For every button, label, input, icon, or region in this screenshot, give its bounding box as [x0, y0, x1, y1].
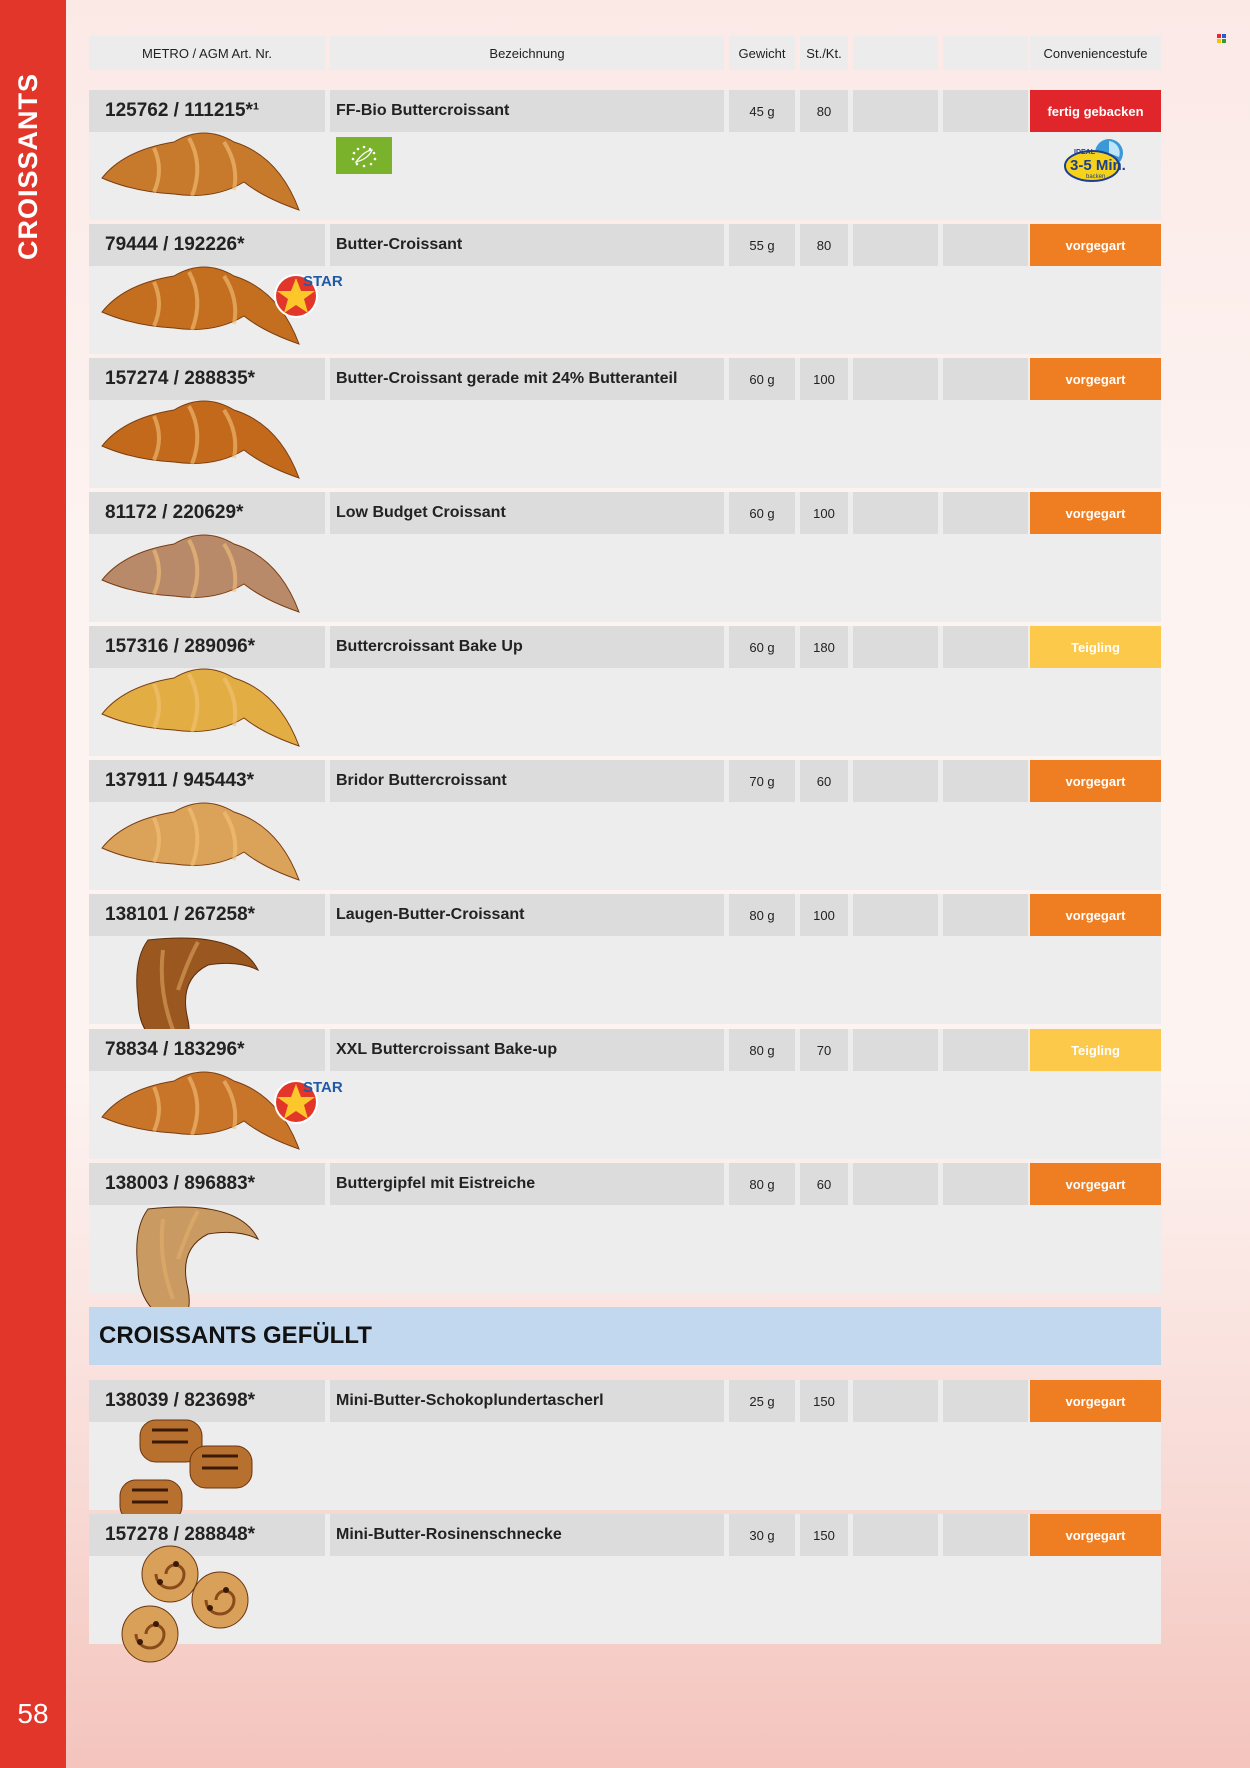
article-number: 138003 / 896883* [89, 1163, 325, 1205]
empty-cell [853, 894, 938, 936]
article-number: 157316 / 289096* [89, 626, 325, 668]
empty-cell [853, 358, 938, 400]
croissant-image [94, 388, 304, 493]
ideal-time: 3-5 Min. [1070, 157, 1126, 174]
product-weight: 80 g [729, 1029, 795, 1071]
article-number: 137911 / 945443* [89, 760, 325, 802]
product-name: Butter-Croissant [330, 224, 724, 266]
empty-cell [853, 626, 938, 668]
empty-cell [943, 1380, 1028, 1422]
ideal-label: IDEAL [1074, 149, 1095, 156]
convenience-badge: vorgegart [1030, 760, 1161, 802]
croissant-image [94, 120, 304, 225]
convenience-badge: vorgegart [1030, 1380, 1161, 1422]
product-name: Laugen-Butter-Croissant [330, 894, 724, 936]
star-label: STAR [303, 273, 343, 290]
pack-quantity: 100 [800, 492, 848, 534]
empty-cell [853, 224, 938, 266]
article-number: 157274 / 288835* [89, 358, 325, 400]
section-header-filled [89, 1307, 1161, 1365]
croissant-image [94, 522, 304, 627]
pack-quantity: 150 [800, 1380, 848, 1422]
article-number: 125762 / 111215*¹ [89, 90, 325, 132]
header-weight: Gewicht [729, 36, 795, 70]
empty-cell [853, 1163, 938, 1205]
article-number: 81172 / 220629* [89, 492, 325, 534]
product-name: Low Budget Croissant [330, 492, 724, 534]
empty-cell [853, 90, 938, 132]
product-name: Bridor Buttercroissant [330, 760, 724, 802]
product-weight: 80 g [729, 1163, 795, 1205]
header-name: Bezeichnung [330, 36, 724, 70]
croissant-image [94, 790, 304, 895]
ideal-sub: backen [1086, 174, 1106, 180]
header-empty-2 [943, 36, 1028, 70]
eu-organic-leaf-icon [336, 137, 392, 174]
pack-quantity: 100 [800, 894, 848, 936]
pack-quantity: 180 [800, 626, 848, 668]
convenience-badge: vorgegart [1030, 358, 1161, 400]
convenience-badge: Teigling [1030, 1029, 1161, 1071]
empty-cell [943, 224, 1028, 266]
product-name: XXL Buttercroissant Bake-up [330, 1029, 724, 1071]
product-name: FF-Bio Buttercroissant [330, 90, 724, 132]
product-weight: 70 g [729, 760, 795, 802]
article-number: 138039 / 823698* [89, 1380, 325, 1422]
empty-cell [943, 1514, 1028, 1556]
convenience-badge: vorgegart [1030, 492, 1161, 534]
convenience-badge: Teigling [1030, 626, 1161, 668]
empty-cell [943, 626, 1028, 668]
product-weight: 30 g [729, 1514, 795, 1556]
pack-quantity: 70 [800, 1029, 848, 1071]
header-empty-1 [853, 36, 938, 70]
empty-cell [853, 1514, 938, 1556]
convenience-badge: fertig gebacken [1030, 90, 1161, 132]
star-label: STAR [303, 1079, 343, 1096]
pack-quantity: 60 [800, 760, 848, 802]
product-weight: 60 g [729, 358, 795, 400]
sidebar-title: CROISSANTS [13, 72, 43, 260]
empty-cell [943, 90, 1028, 132]
star-brand-icon [272, 268, 343, 322]
page-number: 58 [17, 1698, 49, 1729]
product-weight: 60 g [729, 492, 795, 534]
product-name: Buttercroissant Bake Up [330, 626, 724, 668]
empty-cell [943, 358, 1028, 400]
product-weight: 55 g [729, 224, 795, 266]
product-name: Buttergipfel mit Eistreiche [330, 1163, 724, 1205]
section-title: CROISSANTS GEFÜLLT [99, 1322, 372, 1349]
pack-quantity: 150 [800, 1514, 848, 1556]
header-pack: St./Kt. [800, 36, 848, 70]
empty-cell [943, 1029, 1028, 1071]
convenience-badge: vorgegart [1030, 894, 1161, 936]
empty-cell [943, 492, 1028, 534]
empty-cell [943, 1163, 1028, 1205]
article-number: 79444 / 192226* [89, 224, 325, 266]
product-weight: 60 g [729, 626, 795, 668]
pack-quantity: 80 [800, 90, 848, 132]
product-name: Mini-Butter-Rosinenschnecke [330, 1514, 724, 1556]
empty-cell [943, 894, 1028, 936]
article-number: 78834 / 183296* [89, 1029, 325, 1071]
empty-cell [853, 492, 938, 534]
product-name: Mini-Butter-Schokoplundertascherl [330, 1380, 724, 1422]
header-convenience: Conveniencestufe [1030, 36, 1161, 70]
article-number: 138101 / 267258* [89, 894, 325, 936]
empty-cell [853, 1380, 938, 1422]
pack-quantity: 80 [800, 224, 848, 266]
product-weight: 80 g [729, 894, 795, 936]
sidebar-strip [0, 0, 66, 1768]
convenience-badge: vorgegart [1030, 224, 1161, 266]
header-art-nr: METRO / AGM Art. Nr. [89, 36, 325, 70]
empty-cell [853, 1029, 938, 1071]
product-weight: 45 g [729, 90, 795, 132]
ideal-bake-time-icon [1062, 136, 1128, 186]
product-name: Butter-Croissant gerade mit 24% Butteranteil [330, 358, 724, 400]
convenience-badge: vorgegart [1030, 1514, 1161, 1556]
pack-quantity: 100 [800, 358, 848, 400]
empty-cell [853, 760, 938, 802]
star-brand-icon [272, 1074, 343, 1128]
product-weight: 25 g [729, 1380, 795, 1422]
article-number: 157278 / 288848* [89, 1514, 325, 1556]
raisin-swirl-image [110, 1552, 290, 1687]
croissant-image [94, 656, 304, 761]
empty-cell [943, 760, 1028, 802]
convenience-badge: vorgegart [1030, 1163, 1161, 1205]
pack-quantity: 60 [800, 1163, 848, 1205]
color-mark-icon [1217, 34, 1226, 43]
